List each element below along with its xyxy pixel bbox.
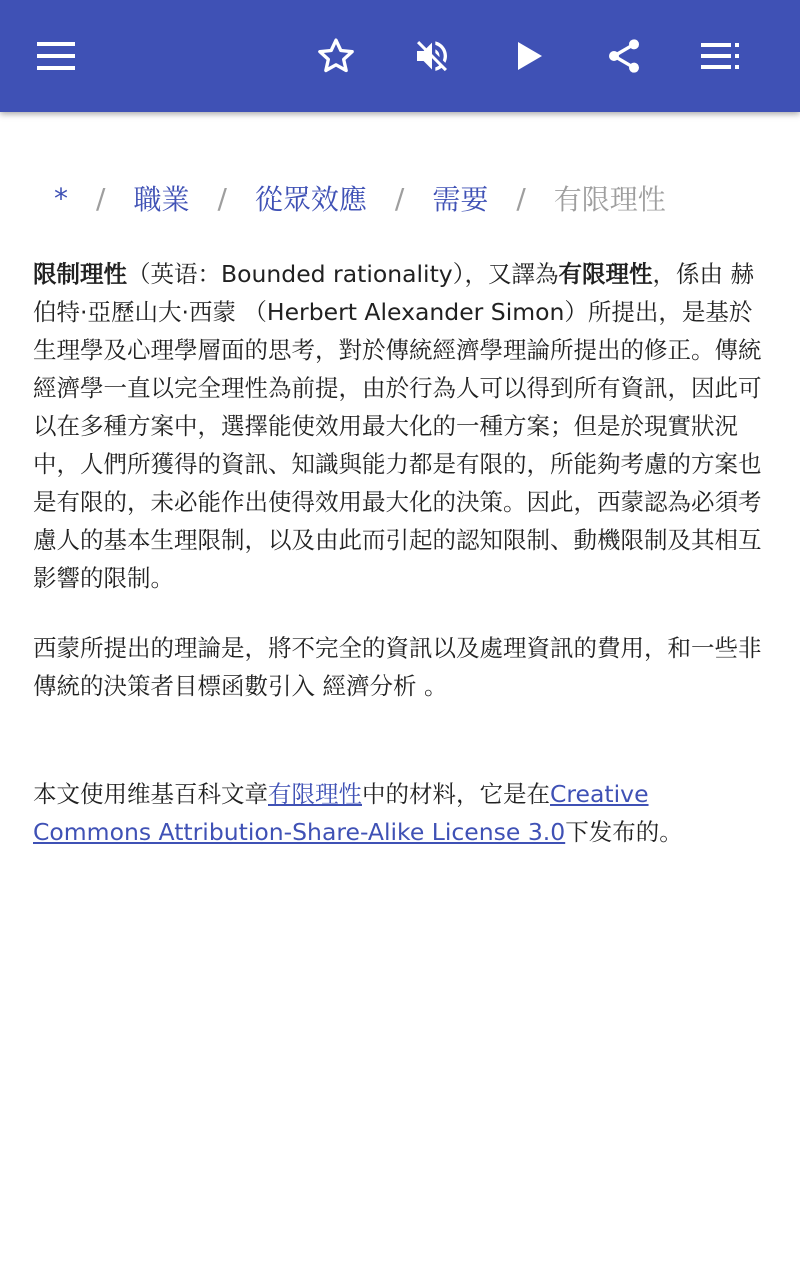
license-middle: 中的材料，它是在 [362,780,550,808]
source-article-link[interactable]: 有限理性 [268,780,362,808]
license-link[interactable]: Creative Commons Attribution-Share-Alike License 3.0 [33,780,649,846]
breadcrumb-separator: / [96,181,106,215]
breadcrumb-item-occupation[interactable]: 職業 [133,183,190,216]
breadcrumb-current-page: 有限理性 [553,183,666,216]
article-body [33,255,767,737]
article-text: ，係由 赫伯特·亞歷山大·西蒙 （Herbert Alexander Simon）所提出，是基於生理學及心理學層面的思考，對於傳統經濟學理論所提出的修正。傳統經濟學一直以完全理性為前提，由於行為人可以得到所有資訊，因此可以在多種方案中，選擇能使效用最大化的一種方案；但是於現實狀況中，人們所獲得的資訊、知識與能力都是有限的，所能夠考慮的方案也是有限的，未必能作出使得效用最大化的決策。因此，西蒙認為必須考慮人的基本生理限制，以及由此而引起的認知限制、動機限制及其相互影響的限制。 [33,260,762,592]
breadcrumb-separator: / [394,181,405,215]
app-toolbar [0,0,800,112]
list-icon [701,43,739,69]
play-icon [516,40,544,72]
license-prefix: 本文使用维基百科文章 [33,780,268,808]
favorite-button[interactable] [308,28,364,84]
license-notice [33,775,767,851]
breadcrumb [54,176,666,220]
mute-button[interactable] [404,28,460,84]
article-paragraph [33,255,767,597]
share-button[interactable] [596,28,652,84]
star-outline-icon [316,36,356,76]
article-text: （英语：Bounded rationality），又譯為 [127,260,559,288]
toc-button[interactable] [692,28,748,84]
hamburger-menu-icon [37,42,75,70]
menu-button[interactable] [28,28,84,84]
volume-off-icon [412,36,452,76]
article-term-bold: 限制理性 [33,260,127,288]
license-suffix: 下发布的。 [565,818,683,846]
breadcrumb-item-need[interactable]: 需要 [432,183,489,216]
article-paragraph: 西蒙所提出的理論是，將不完全的資訊以及處理資訊的費用，和一些非傳統的決策者目標函數引入 經濟分析 。 [33,634,762,700]
breadcrumb-separator: / [516,181,526,215]
breadcrumb-item-bandwagon-effect[interactable]: 從眾效應 [254,183,367,216]
article-alt-term-bold: 有限理性 [558,260,653,288]
breadcrumb-item-root[interactable]: * [54,181,68,215]
play-button[interactable] [502,28,558,84]
breadcrumb-separator: / [217,181,227,215]
share-icon [604,36,644,76]
